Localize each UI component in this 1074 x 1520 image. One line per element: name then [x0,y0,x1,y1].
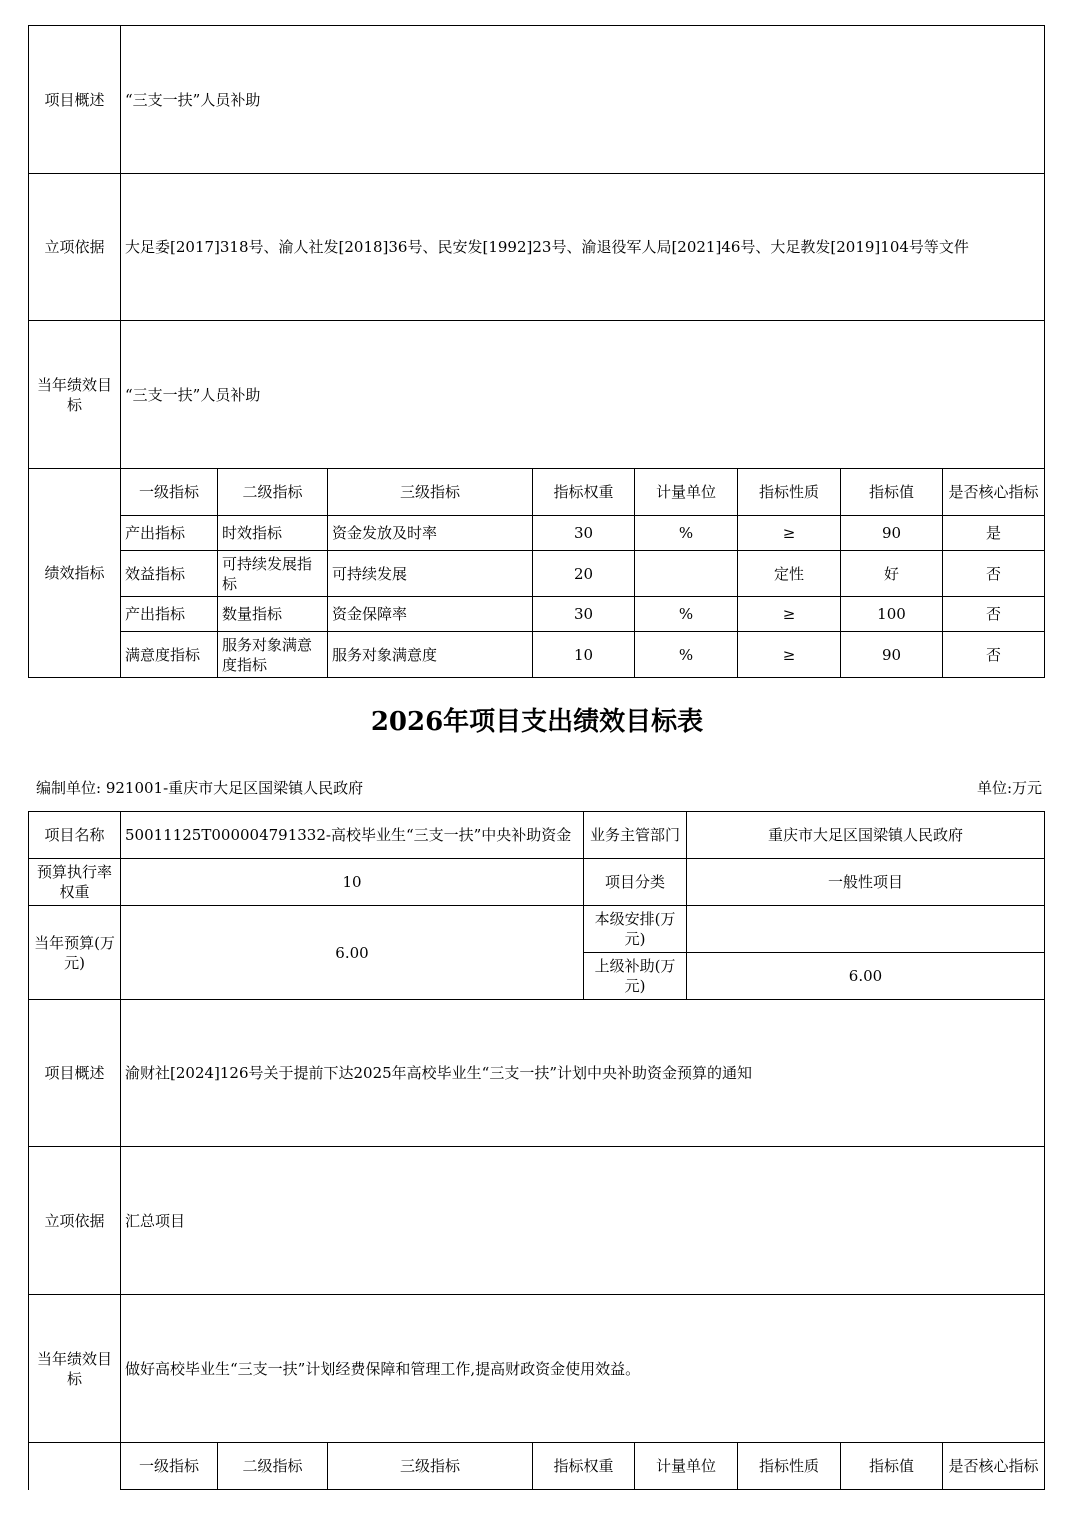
local-value [687,906,1045,953]
performance-table-2 [28,811,1045,1443]
header-level3: 三级指标 [328,469,533,516]
exec-rate-value: 10 [121,859,584,906]
cell: 90 [841,632,943,678]
overview-label: 项目概述 [29,26,121,174]
basis-label: 立项依据 [29,174,121,321]
local-label: 本级安排(万元) [584,906,687,953]
cell: 30 [533,597,635,632]
header-unit: 计量单位 [635,469,738,516]
dept-label: 业务主管部门 [584,812,687,859]
cell: 时效指标 [218,516,328,551]
upper-value: 6.00 [687,953,1045,1000]
header-level2: 二级指标 [218,469,328,516]
indicators-label: 绩效指标 [29,469,121,678]
cell: 满意度指标 [121,632,218,678]
header-weight: 指标权重 [533,1443,635,1490]
page-title: 2026年项目支出绩效目标表 [370,707,704,737]
cell: ≥ [738,516,841,551]
header-level1: 一级指标 [121,1443,218,1490]
header-nature: 指标性质 [738,1443,841,1490]
header-level1: 一级指标 [121,469,218,516]
table-row [29,632,1045,678]
cell: 90 [841,516,943,551]
header-weight: 指标权重 [533,469,635,516]
basis-label: 立项依据 [29,1147,121,1295]
project-name-label: 项目名称 [29,812,121,859]
exec-rate-label: 预算执行率权重 [29,859,121,906]
header-unit: 计量单位 [635,1443,738,1490]
cell: % [635,516,738,551]
currency-unit: 单位:万元 [976,779,1042,797]
header-level3: 三级指标 [328,1443,533,1490]
category-label: 项目分类 [584,859,687,906]
dept-value: 重庆市大足区国梁镇人民政府 [687,812,1045,859]
cell: 100 [841,597,943,632]
header-core: 是否核心指标 [943,469,1045,516]
upper-label: 上级补助(万元) [584,953,687,1000]
cell: 产出指标 [121,516,218,551]
cell: 产出指标 [121,597,218,632]
budget-label: 当年预算(万元) [29,906,121,1000]
category-value: 一般性项目 [687,859,1045,906]
cell: 10 [533,632,635,678]
cell: 否 [943,551,1045,597]
goal-label: 当年绩效目标 [29,321,121,469]
cell: % [635,597,738,632]
cell: 30 [533,516,635,551]
cell: 20 [533,551,635,597]
header-value: 指标值 [841,1443,943,1490]
goal-label: 当年绩效目标 [29,1295,121,1443]
cell: 可持续发展 [328,551,533,597]
cell: 可持续发展指标 [218,551,328,597]
cell: 是 [943,516,1045,551]
compiling-unit: 编制单位: 921001-重庆市大足区国梁镇人民政府 [36,779,364,797]
cell: 定性 [738,551,841,597]
cell: 资金发放及时率 [328,516,533,551]
cell: 数量指标 [218,597,328,632]
cell: 效益指标 [121,551,218,597]
cell: ≥ [738,632,841,678]
goal-value: “三支一扶”人员补助 [121,321,1045,469]
cell: ≥ [738,597,841,632]
overview-value: 渝财社[2024]126号关于提前下达2025年高校毕业生“三支一扶”计划中央补助资金预算的通知 [121,1000,1045,1147]
basis-value: 汇总项目 [121,1147,1045,1295]
indicator-header-table [28,1442,1045,1490]
header-value: 指标值 [841,469,943,516]
header-core: 是否核心指标 [943,1443,1045,1490]
header-nature: 指标性质 [738,469,841,516]
cell: 服务对象满意度指标 [218,632,328,678]
cell: 服务对象满意度 [328,632,533,678]
project-name-value: 50011125T000004791332-高校毕业生“三支一扶”中央补助资金 [121,812,584,859]
table-row [29,516,1045,551]
cell: % [635,632,738,678]
cell: 否 [943,632,1045,678]
header-level2: 二级指标 [218,1443,328,1490]
cell: 否 [943,597,1045,632]
cell: 资金保障率 [328,597,533,632]
basis-value: 大足委[2017]318号、渝人社发[2018]36号、民安发[1992]23号、渝退役军人局[2021]46号、大足教发[2019]104号等文件 [121,174,1045,321]
cell [635,551,738,597]
indicators-label-cell [29,1443,121,1490]
performance-table-1 [28,25,1045,678]
goal-value: 做好高校毕业生“三支一扶”计划经费保障和管理工作,提高财政资金使用效益。 [121,1295,1045,1443]
overview-label: 项目概述 [29,1000,121,1147]
cell: 好 [841,551,943,597]
overview-value: “三支一扶”人员补助 [121,26,1045,174]
budget-value: 6.00 [121,906,584,1000]
table-row [29,551,1045,597]
table-row [29,597,1045,632]
